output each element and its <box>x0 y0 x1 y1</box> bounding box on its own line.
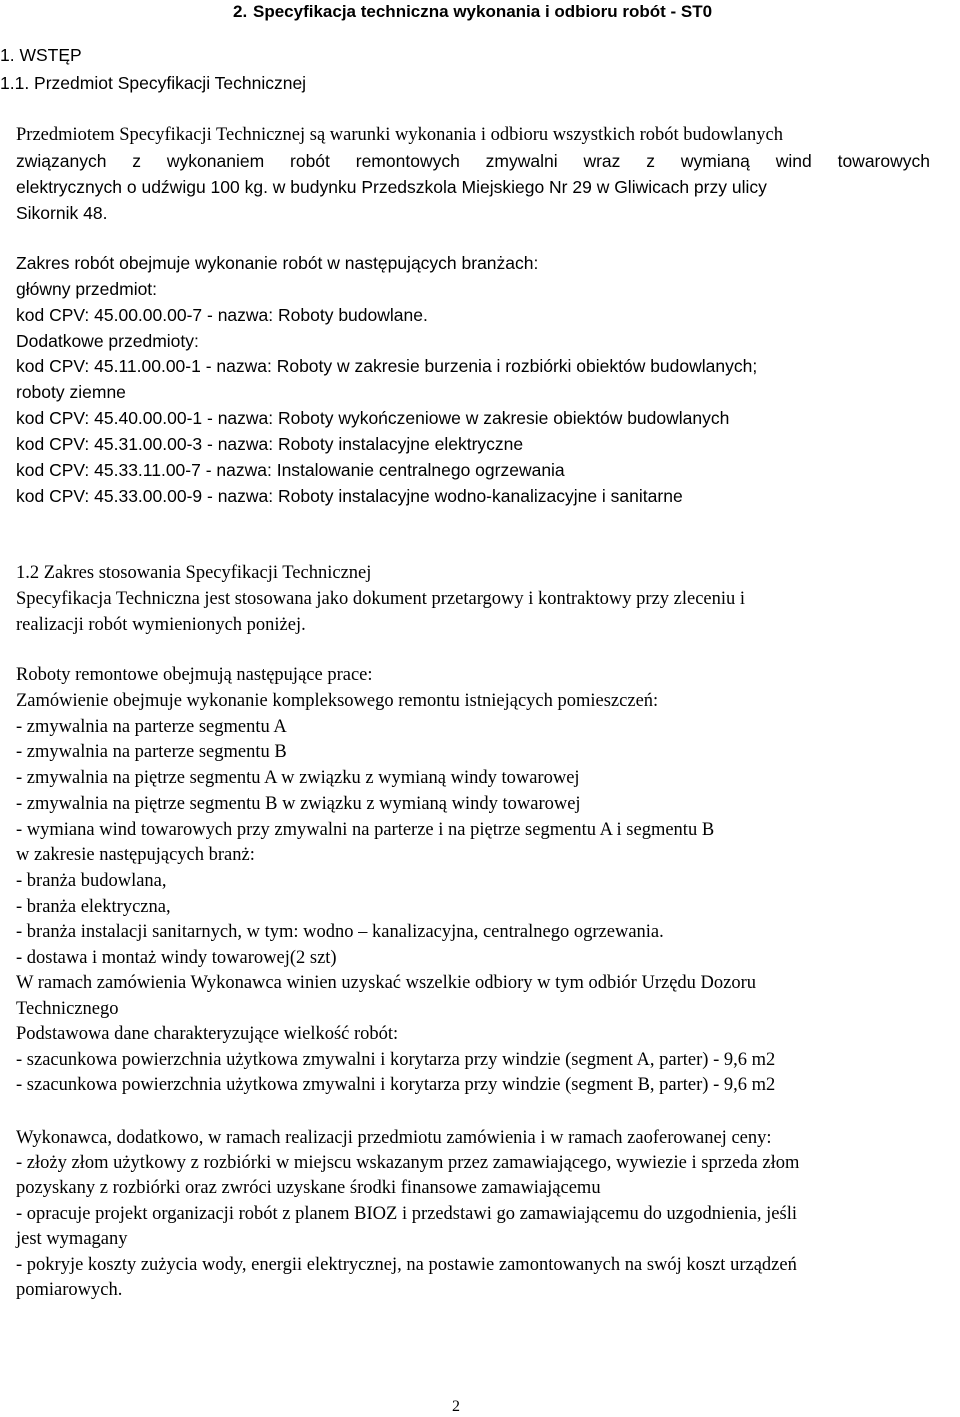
works-line: - wymiana wind towarowych przy zmywalni na parterze i na piętrze segmentu A i segmentu B <box>16 820 715 840</box>
scope-line: główny przedmiot: <box>16 279 158 299</box>
intro-line: związanych z wykonaniem robót remontowych zmywalni wraz z wymianą wind towarowych <box>16 151 930 171</box>
works-line: - branża instalacji sanitarnych, w tym: wodno – kanalizacyjna, centralnego ogrzewania. <box>16 922 664 942</box>
contractor-line: Wykonawca, dodatkowo, w ramach realizacji przedmiotu zamówienia i w ramach zaoferowanej ceny: <box>16 1128 772 1148</box>
scope-line: Dodatkowe przedmioty: <box>16 331 199 351</box>
works-line: Technicznego <box>16 999 119 1019</box>
section-heading-wstep: 1. WSTĘP <box>0 45 82 65</box>
works-line: W ramach zamówienia Wykonawca winien uzyskać wszelkie odbiory w tym odbiór Urzędu Dozoru <box>16 973 757 993</box>
scope-line: kod CPV: 45.00.00.00-7 - nazwa: Roboty budowlane. <box>16 305 428 325</box>
works-line: - zmywalnia na piętrze segmentu B w związku z wymianą windy towarowej <box>16 794 581 814</box>
works-line: - zmywalnia na parterze segmentu B <box>16 742 287 762</box>
works-line: Zamówienie obejmuje wykonanie kompleksowego remontu istniejących pomieszczeń: <box>16 691 659 711</box>
works-line: Podstawowa dane charakteryzujące wielkość robót: <box>16 1024 399 1044</box>
section-heading-zakres: 1.2 Zakres stosowania Specyfikacji Technicznej <box>16 563 372 583</box>
scope-line: kod CPV: 45.33.11.00-7 - nazwa: Instalowanie centralnego ogrzewania <box>16 460 565 480</box>
contractor-line: - złoży złom użytkowy z rozbiórki w miejscu wskazanym przez zamawiającego, wywiezie i sprzeda złom <box>16 1153 800 1173</box>
contractor-line: pozyskany z rozbiórki oraz zwróci uzyskane środki finansowe zamawiającemu <box>16 1178 601 1198</box>
scope-line: roboty ziemne <box>16 382 126 402</box>
scope-line: kod CPV: 45.31.00.00-3 - nazwa: Roboty instalacyjne elektryczne <box>16 434 524 454</box>
works-line: - branża budowlana, <box>16 871 167 891</box>
works-line: w zakresie następujących branż: <box>16 845 255 865</box>
section-1-2-line: Specyfikacja Techniczna jest stosowana jako dokument przetargowy i kontraktowy przy zleceniu i <box>16 589 746 609</box>
scope-line: Zakres robót obejmuje wykonanie robót w następujących branżach: <box>16 253 539 273</box>
scope-line: kod CPV: 45.40.00.00-1 - nazwa: Roboty wykończeniowe w zakresie obiektów budowlanych <box>16 408 730 428</box>
section-heading-przedmiot: 1.1. Przedmiot Specyfikacji Technicznej <box>0 73 307 93</box>
scope-line: kod CPV: 45.33.00.00-9 - nazwa: Roboty instalacyjne wodno-kanalizacyjne i sanitarne <box>16 486 683 506</box>
document-title-number: 2. <box>233 2 248 21</box>
works-line: - szacunkowa powierzchnia użytkowa zmywalni i korytarza przy windzie (segment A, parter) - 9,6 m2 <box>16 1050 776 1070</box>
works-line: - zmywalnia na piętrze segmentu A w związku z wymianą windy towarowej <box>16 768 580 788</box>
contractor-line: pomiarowych. <box>16 1280 123 1300</box>
works-line: - zmywalnia na parterze segmentu A <box>16 717 287 737</box>
scope-line: kod CPV: 45.11.00.00-1 - nazwa: Roboty w zakresie burzenia i rozbiórki obiektów budowlanych; <box>16 356 758 376</box>
works-line: - dostawa i montaż windy towarowej(2 szt) <box>16 948 337 968</box>
intro-line: elektrycznych o udźwigu 100 kg. w budynku Przedszkola Miejskiego Nr 29 w Gliwicach przy ulicy <box>16 177 767 197</box>
intro-line: Sikornik 48. <box>16 203 108 223</box>
contractor-line: - pokryje koszty zużycia wody, energii elektrycznej, na postawie zamontowanych na swój koszt urządzeń <box>16 1255 797 1275</box>
document-title: Specyfikacja techniczna wykonania i odbioru robót - ST0 <box>253 2 713 21</box>
works-line: Roboty remontowe obejmują następujące prace: <box>16 665 373 685</box>
contractor-line: - opracuje projekt organizacji robót z planem BIOZ i przedstawi go zamawiającemu do uzgodnienia, jeśli <box>16 1204 798 1224</box>
section-1-2-line: realizacji robót wymienionych poniżej. <box>16 615 306 635</box>
works-line: - szacunkowa powierzchnia użytkowa zmywalni i korytarza przy windzie (segment B, parter) - 9,6 m2 <box>16 1075 776 1095</box>
page-number: 2 <box>452 1398 460 1415</box>
contractor-line: jest wymagany <box>16 1229 128 1249</box>
works-line: - branża elektryczna, <box>16 897 171 917</box>
intro-line: Przedmiotem Specyfikacji Technicznej są warunki wykonania i odbioru wszystkich robót budowlanych <box>16 125 783 145</box>
